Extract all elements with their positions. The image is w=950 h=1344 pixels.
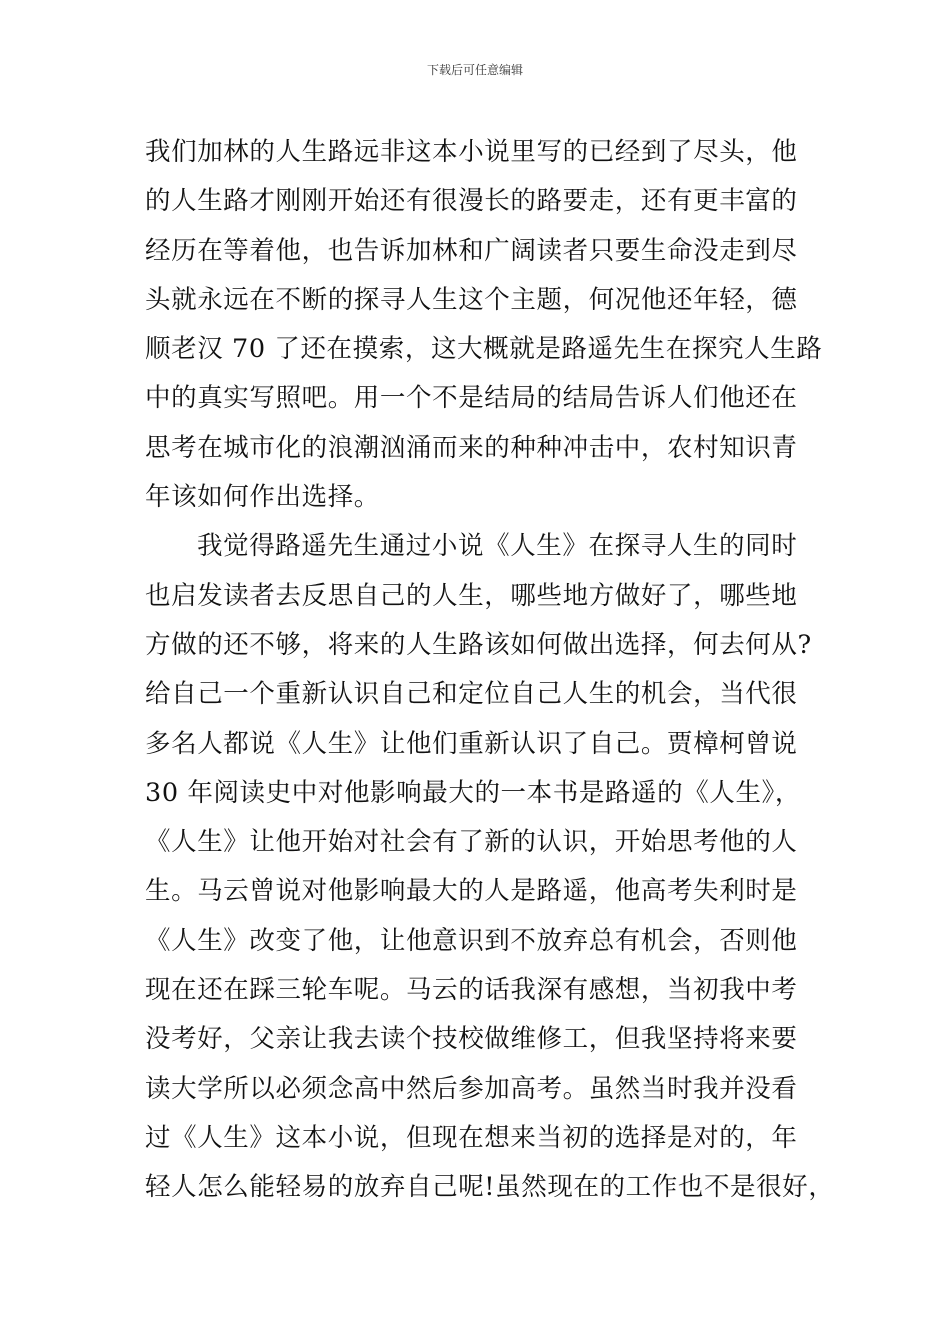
text-line: 思考在城市化的浪潮汹涌而来的种种冲击中，农村知识青	[145, 432, 798, 463]
text-line: 过《人生》这本小说，但现在想来当初的选择是对的，年	[145, 1122, 798, 1153]
text-line: 方做的还不够，将来的人生路该如何做出选择，何去何从?	[145, 629, 812, 660]
text-line: 的人生路才刚刚开始还有很漫长的路要走，还有更丰富的	[145, 186, 798, 217]
header-note: 下载后可任意编辑	[426, 63, 523, 77]
text-line: 30 年阅读史中对他影响最大的一本书是路遥的《人生》，	[145, 777, 802, 808]
text-line: 顺老汉 70 了还在摸索，这大概就是路遥先生在探究人生路	[145, 334, 823, 365]
text-line: 读大学所以必须念高中然后参加高考。虽然当时我并没看	[145, 1073, 798, 1104]
text-line: 我们加林的人生路远非这本小说里写的已经到了尽头，他	[145, 137, 798, 167]
text-line: 轻人怎么能轻易的放弃自己呢!虽然现在的工作也不是很好，	[145, 1172, 835, 1203]
text-line: 生。马云曾说对他影响最大的人是路遥，他高考失利时是	[145, 876, 798, 907]
text-line: 头就永远在不断的探寻人生这个主题，何况他还年轻，德	[145, 284, 798, 315]
text-line: 《人生》改变了他，让他意识到不放弃总有机会，否则他	[145, 925, 798, 956]
text-line: 多名人都说《人生》让他们重新认识了自己。贾樟柯曾说	[145, 728, 798, 759]
text-line: 经历在等着他，也告诉加林和广阔读者只要生命没走到尽	[145, 235, 798, 266]
text-line: 现在还在踩三轮车呢。马云的话我深有感想，当初我中考	[145, 975, 798, 1006]
text-line: 给自己一个重新认识自己和定位自己人生的机会，当代很	[145, 679, 798, 710]
body-text	[145, 128, 835, 1213]
text-line: 《人生》让他开始对社会有了新的认识，开始思考他的人	[145, 827, 798, 858]
text-line: 没考好，父亲让我去读个技校做维修工，但我坚持将来要	[145, 1024, 798, 1055]
paragraph-start-line: 我觉得路遥先生通过小说《人生》在探寻人生的同时	[197, 531, 798, 562]
text-line: 也启发读者去反思自己的人生，哪些地方做好了，哪些地	[145, 580, 798, 611]
text-line: 中的真实写照吧。用一个不是结局的结局告诉人们他还在	[145, 383, 798, 414]
text-line: 年该如何作出选择。	[145, 482, 380, 513]
